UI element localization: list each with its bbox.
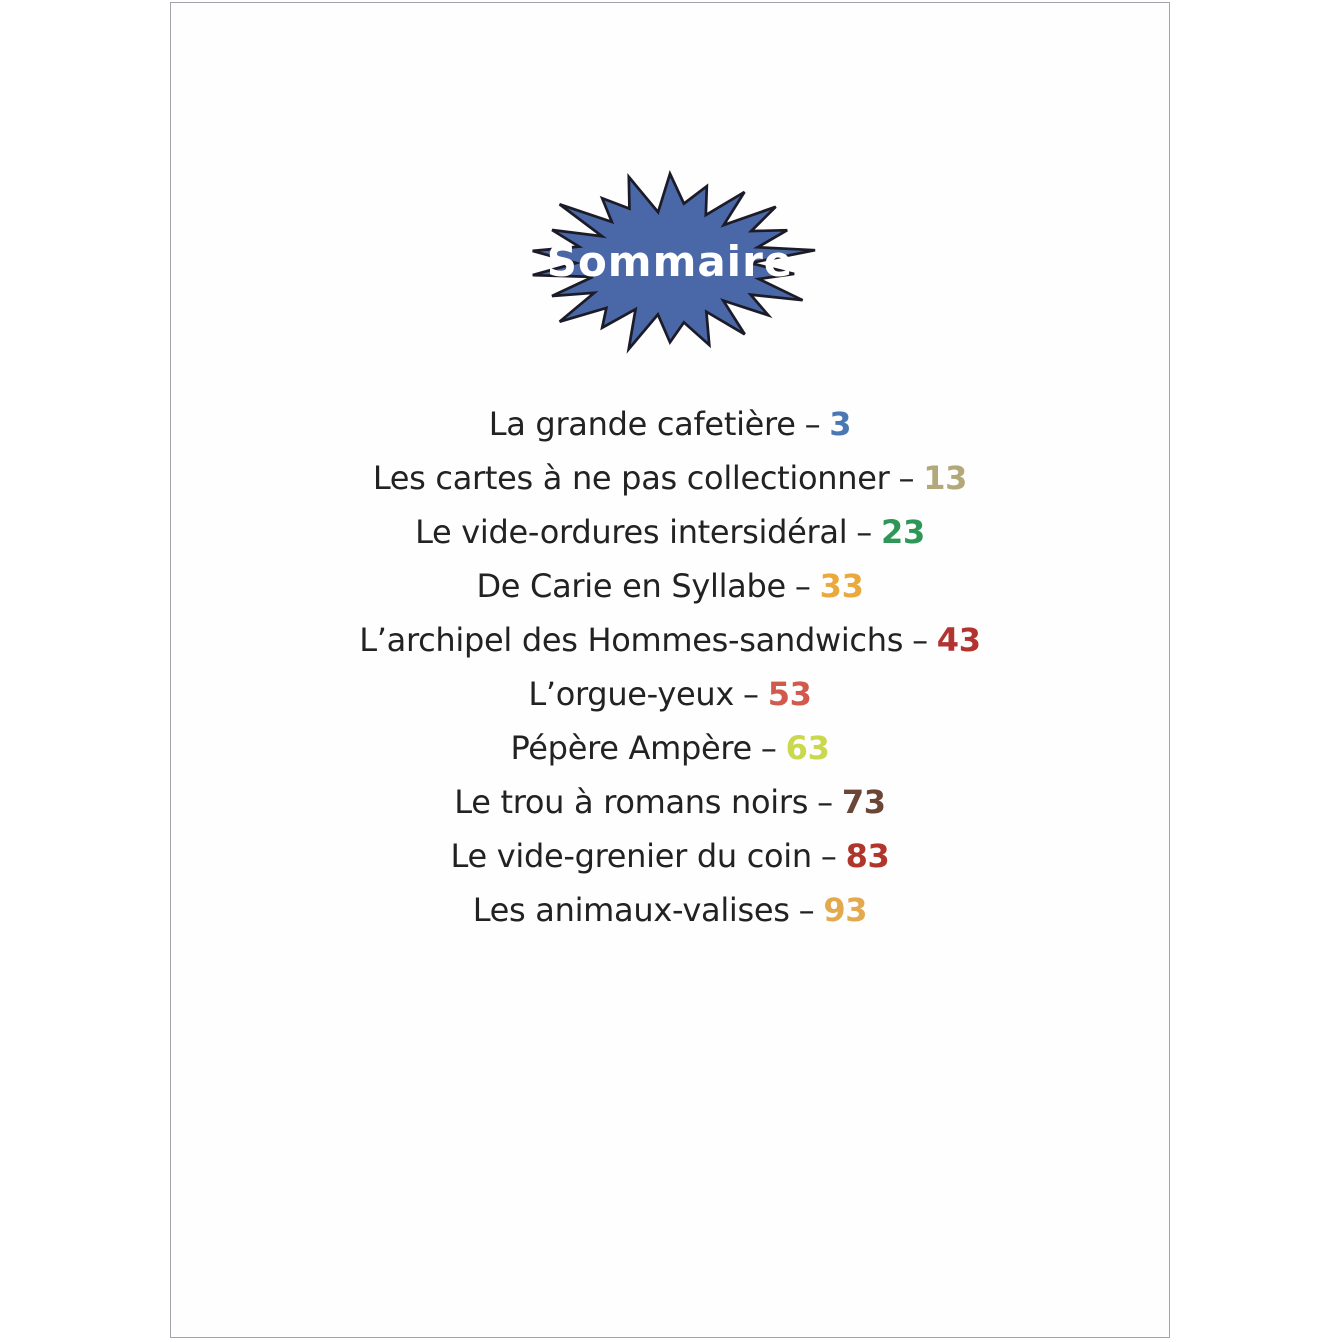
toc-entry-separator: – (760, 729, 777, 767)
toc-entry-page-number: 43 (936, 621, 981, 659)
toc-entry-title: Le vide-ordures intersidéral (415, 513, 848, 551)
toc-entry (171, 667, 1169, 721)
toc-entry-title: Les cartes à ne pas collectionner (372, 459, 890, 497)
toc-entry-title: La grande cafetière (488, 405, 796, 443)
toc-entry-separator: – (898, 459, 915, 497)
toc-entry-separator: – (743, 675, 759, 713)
toc-entry (171, 775, 1169, 829)
toc-entry-title: L’orgue-yeux (528, 675, 735, 713)
page-title: Sommaire (546, 236, 794, 286)
toc-entry (171, 613, 1169, 667)
toc-entry (171, 883, 1169, 937)
toc-entry-separator: – (856, 513, 872, 551)
toc-entry-page-number: 83 (845, 837, 890, 875)
toc-entry-title: L’archipel des Hommes-sandwichs (359, 621, 904, 659)
toc-entry-page-number: 33 (819, 567, 864, 605)
toc-entry-separator: – (804, 405, 821, 443)
toc-entry-page-number: 13 (923, 459, 968, 497)
toc-entry-page-number: 3 (829, 405, 852, 443)
book-page (170, 2, 1170, 1338)
toc-entry-page-number: 63 (785, 729, 830, 767)
toc-list (171, 397, 1169, 937)
toc-entry-title: Le trou à romans noirs (454, 783, 809, 821)
toc-entry (171, 397, 1169, 451)
toc-entry (171, 451, 1169, 505)
toc-entry-page-number: 23 (881, 513, 925, 551)
toc-entry-page-number: 53 (767, 675, 812, 713)
toc-entry (171, 559, 1169, 613)
toc-entry-page-number: 93 (823, 891, 868, 929)
toc-entry-separator: – (798, 891, 815, 929)
toc-entry-title: Pépère Ampère (510, 729, 752, 767)
sommaire-burst (515, 163, 825, 363)
toc-entry-separator: – (794, 567, 811, 605)
toc-entry-separator: – (912, 621, 928, 659)
toc-entry-page-number: 73 (841, 783, 886, 821)
toc-entry (171, 505, 1169, 559)
toc-entry-separator: – (820, 837, 837, 875)
toc-entry-title: De Carie en Syllabe (476, 567, 786, 605)
toc-entry (171, 721, 1169, 775)
toc-entry-separator: – (817, 783, 833, 821)
toc-entry-title: Le vide-grenier du coin (450, 837, 812, 875)
toc-entry-title: Les animaux-valises (472, 891, 790, 929)
toc-entry (171, 829, 1169, 883)
